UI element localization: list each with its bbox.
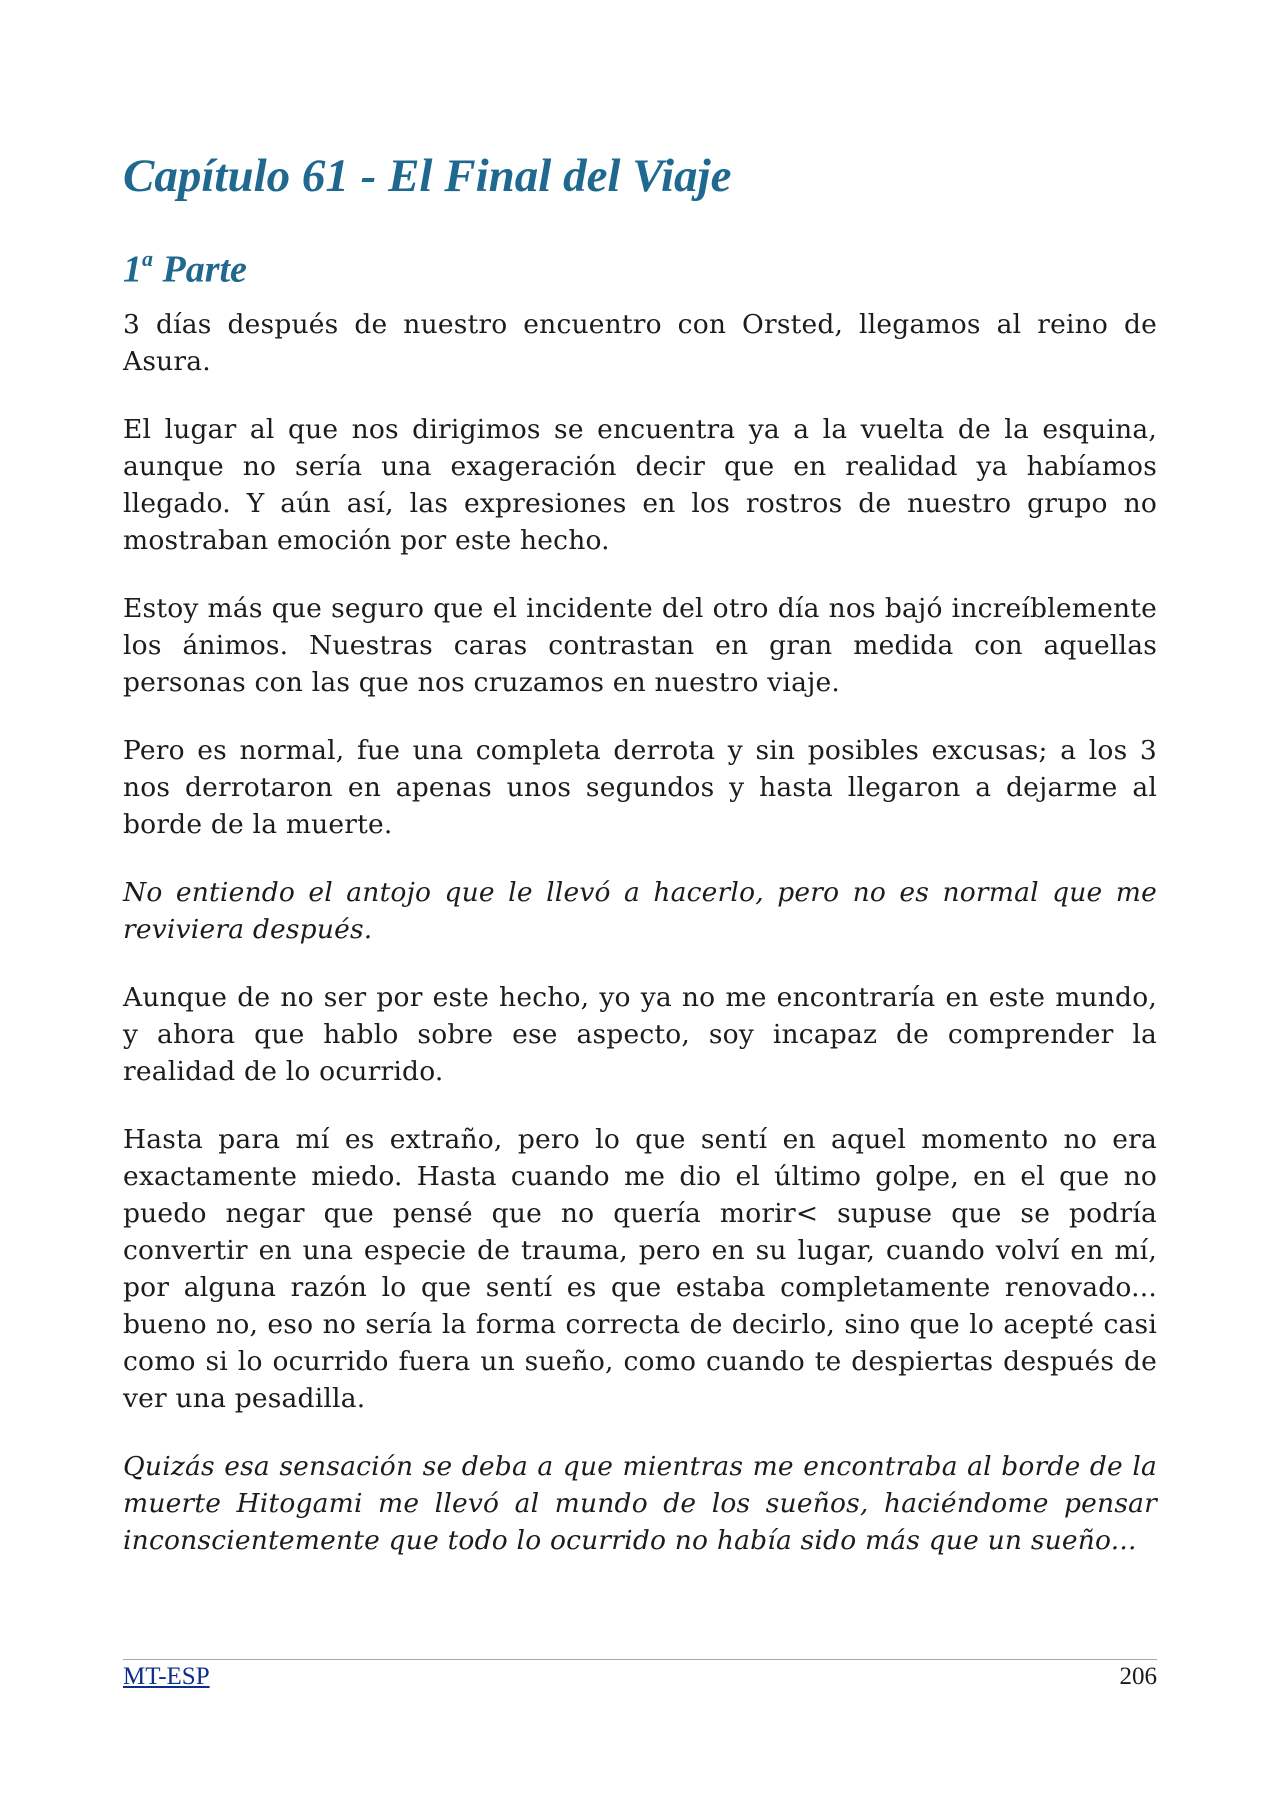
chapter-title: Capítulo 61 - El Final del Viaje (123, 150, 732, 202)
part-title (123, 235, 247, 296)
footer-divider (123, 1659, 1157, 1660)
paragraph: Pero es normal, fue una completa derrota y sin posibles excusas; a los 3 nos derrotaron en apenas unos segundos y hasta llegaron a dejarme al borde de la muerte. (123, 735, 1157, 840)
footer-link[interactable]: MT-ESP (123, 1663, 210, 1690)
page-number: 206 (1119, 1663, 1157, 1690)
paragraph-italic: Quizás esa sensación se deba a que mientras me encontraba al borde de la muerte Hitogami me llevó al mundo de los sueños, haciéndome pensar inconscientemente que todo lo ocurrido no había sido más que un sueño... (123, 1451, 1157, 1556)
paragraph: Estoy más que seguro que el incidente del otro día nos bajó increíblemente los ánimos. Nuestras caras contrastan en gran medida con aquellas personas con las que nos cruzamos en nuestro viaje. (123, 593, 1157, 698)
paragraph: Hasta para mí es extraño, pero lo que sentí en aquel momento no era exactamente miedo. Hasta cuando me dio el último golpe, en el que no puedo negar que pensé que no quería morir< supuse que se podría convertir en una especie de trauma, pero en su lugar, cuando volví en mí, por alguna razón lo que sentí es que estaba completamente renovado... bueno no, eso no sería la forma correcta de decirlo, sino que lo acepté casi como si lo ocurrido fuera un sueño, como cuando te despiertas después de ver una pesadilla. (123, 1124, 1157, 1414)
paragraph: 3 días después de nuestro encuentro con Orsted, llegamos al reino de Asura. (123, 309, 1157, 377)
part-ordinal: a (142, 246, 153, 271)
body-text (123, 306, 1157, 1590)
part-word: Parte (162, 248, 247, 291)
part-number: 1 (123, 248, 142, 291)
paragraph: El lugar al que nos dirigimos se encuentra ya a la vuelta de la esquina, aunque no sería una exageración decir que en realidad ya habíamos llegado. Y aún así, las expresiones en los rostros de nuestro grupo no mostraban emoción por este hecho. (123, 414, 1157, 556)
document-page (123, 0, 1157, 1811)
paragraph-italic: No entiendo el antojo que le llevó a hacerlo, pero no es normal que me reviviera después. (123, 877, 1157, 945)
paragraph: Aunque de no ser por este hecho, yo ya no me encontraría en este mundo, y ahora que hablo sobre ese aspecto, soy incapaz de comprender la realidad de lo ocurrido. (123, 982, 1157, 1087)
